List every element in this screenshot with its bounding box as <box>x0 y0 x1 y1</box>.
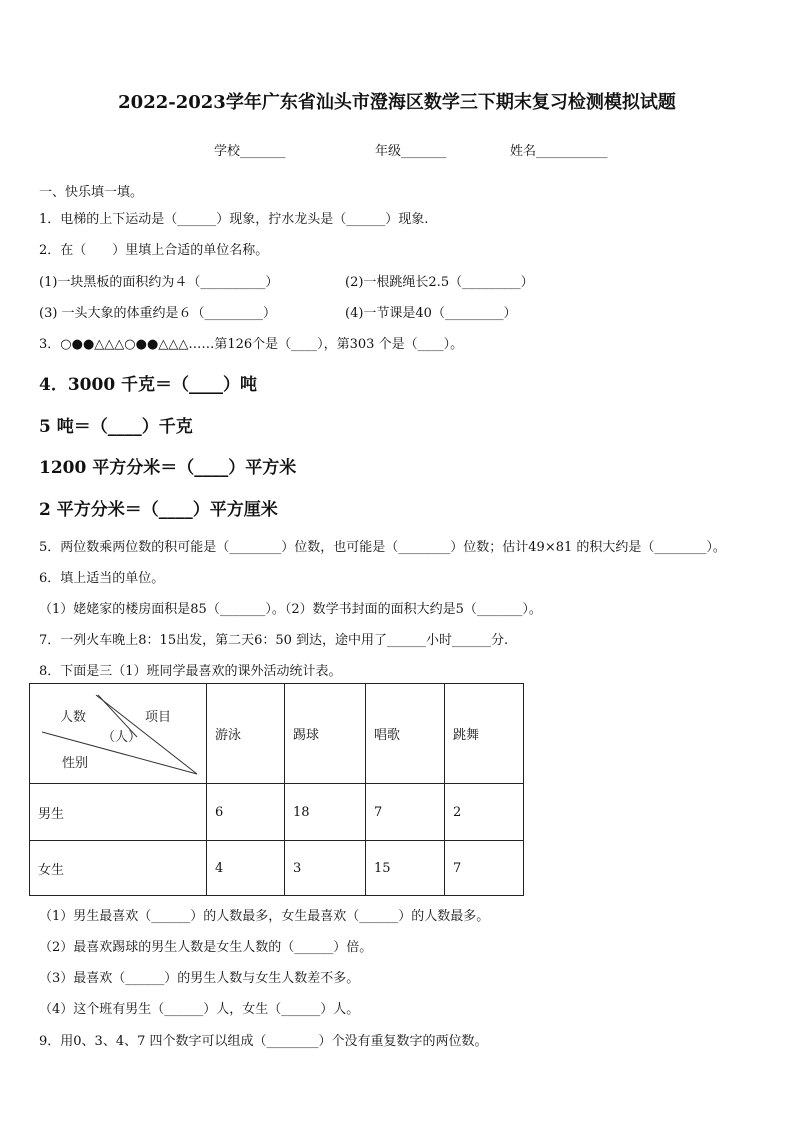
column-header: 游泳 <box>207 684 285 784</box>
column-header: 唱歌 <box>366 684 445 784</box>
table-cell: 3 <box>285 841 366 896</box>
question-7: 7．一列火车晚上8：15出发，第二天6：50 到达，途中用了______小时______分. <box>39 633 509 648</box>
header-count-label: 人数 <box>60 710 87 725</box>
column-header: 跳舞 <box>445 684 524 784</box>
table-cell: 6 <box>207 784 285 841</box>
school-field: 学校_______ <box>214 144 286 159</box>
question-6-stem: 6．填上适当的单位。 <box>39 571 165 586</box>
header-item-label: 项目 <box>145 710 172 725</box>
activity-table <box>29 683 524 896</box>
question-4-line-2: 5 吨＝（____）千克 <box>39 417 193 437</box>
question-9: 9．用0、3、4、7 四个数字可以组成（________）个没有重复数字的两位数。 <box>39 1034 488 1049</box>
column-header: 踢球 <box>285 684 366 784</box>
name-field: 姓名___________ <box>510 144 608 159</box>
question-8-stem: 8．下面是三（1）班同学最喜欢的课外活动统计表。 <box>39 664 342 679</box>
section-heading: 一、快乐填一填。 <box>39 185 144 200</box>
question-5: 5．两位数乘两位数的积可能是（________）位数，也可能是（________）位数；估计49×81 的积大约是（________）。 <box>39 540 726 555</box>
grade-field: 年级_______ <box>375 144 447 159</box>
question-2-stem: 2．在（ ）里填上合适的单位名称。 <box>39 243 269 258</box>
row-label: 女生 <box>30 841 207 896</box>
table-row <box>30 841 524 896</box>
question-8-sub-1: （1）男生最喜欢（______）的人数最多，女生最喜欢（______）的人数最多。 <box>39 909 490 924</box>
question-2-part-4: (4)一节课是40（_________） <box>345 306 517 321</box>
header-gender-label: 性别 <box>62 756 89 771</box>
question-1: 1．电梯的上下运动是（______）现象，拧水龙头是（______）现象. <box>39 212 429 227</box>
header-unit-label: （人） <box>102 730 142 745</box>
row-label: 男生 <box>30 784 207 841</box>
question-6-parts: （1）姥姥家的楼房面积是85（_______）。（2）数学书封面的面积大约是5（_______）。 <box>39 602 542 617</box>
question-2-part-3: (3) 一头大象的体重约是６（_________） <box>39 306 277 321</box>
table-cell: 7 <box>366 784 445 841</box>
diagonal-header-cell <box>30 684 207 784</box>
table-row <box>30 784 524 841</box>
question-8-sub-2: （2）最喜欢踢球的男生人数是女生人数的（______）倍。 <box>39 940 373 955</box>
question-2-part-1: (1)一块黑板的面积约为４（__________） <box>39 275 279 290</box>
question-8-sub-3: （3）最喜欢（______）的男生人数与女生人数差不多。 <box>39 971 360 986</box>
table-cell: 4 <box>207 841 285 896</box>
table-header-row <box>30 684 524 784</box>
question-4-line-1: 4．3000 千克＝（____）吨 <box>39 375 258 395</box>
question-3: 3．○●●△△△○●●△△△……第126个是（____），第303 个是（____）。 <box>39 337 464 352</box>
table-cell: 2 <box>445 784 524 841</box>
question-2-part-2: (2)一根跳绳长2.5（_________） <box>345 275 534 290</box>
question-4-line-3: 1200 平方分米＝（____）平方米 <box>39 458 297 478</box>
table-cell: 15 <box>366 841 445 896</box>
question-8-sub-4: （4）这个班有男生（______）人，女生（______）人。 <box>39 1002 360 1017</box>
question-4-line-4: 2 平方分米＝（____）平方厘米 <box>39 500 278 520</box>
table-cell: 7 <box>445 841 524 896</box>
page-title: 2022-2023学年广东省汕头市澄海区数学三下期末复习检测模拟试题 <box>118 92 676 113</box>
table-cell: 18 <box>285 784 366 841</box>
